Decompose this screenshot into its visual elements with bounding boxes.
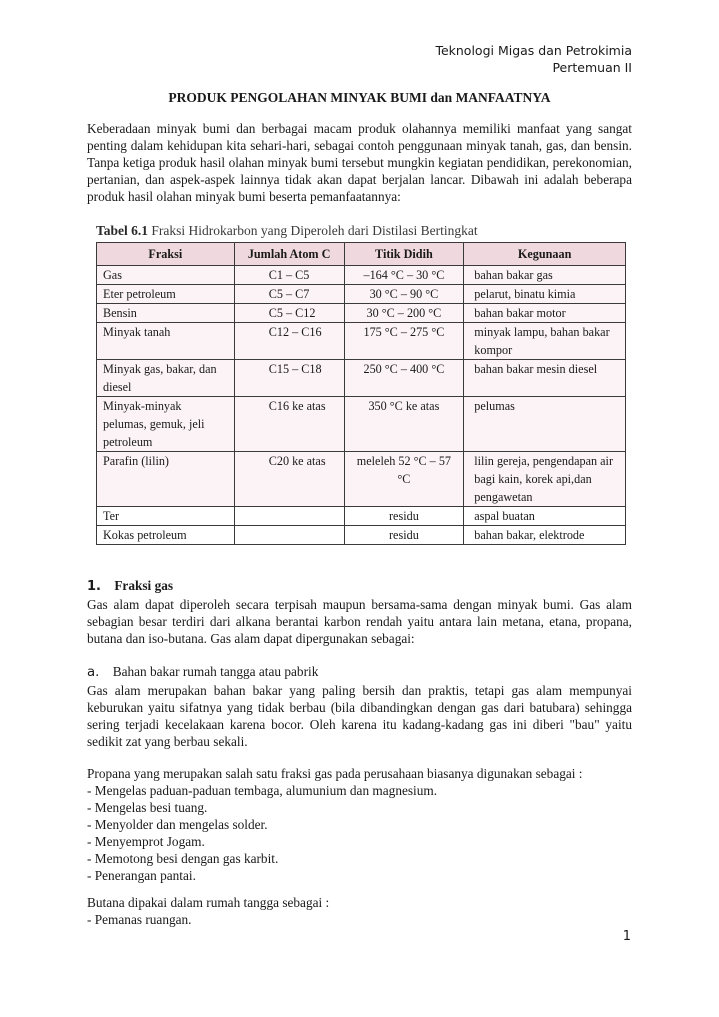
cell-didih: meleleh 52 °C – 57 °C bbox=[344, 452, 464, 507]
section-1-text: Gas alam dapat diperoleh secara terpisah maupun bersama-sama dengan minyak bumi. Gas alam sebagian besar terdiri dari alkana berantai karbon rendah yaitu antara lain metana, etana, propana, butana dan iso-butana. Gas alam dapat dipergunakan sebagai: bbox=[87, 597, 632, 646]
subsection-a-heading bbox=[87, 664, 318, 680]
propana-intro: Propana yang merupakan salah satu fraksi gas pada perusahaan biasanya digunakan sebagai : bbox=[87, 766, 583, 781]
table-row bbox=[97, 452, 626, 507]
cell-didih: –164 °C – 30 °C bbox=[344, 266, 464, 285]
subsection-a-letter: a. bbox=[87, 665, 100, 680]
cell-guna: pelumas bbox=[464, 397, 626, 452]
cell-didih: 30 °C – 200 °C bbox=[344, 304, 464, 323]
section-1-number: 1. bbox=[87, 579, 101, 594]
table-row bbox=[97, 526, 626, 545]
butana-intro: Butana dipakai dalam rumah tangga sebagai : bbox=[87, 895, 330, 910]
subsection-a-text: Gas alam merupakan bahan bakar yang paling bersih dan praktis, tetapi gas alam mempunyai keburukan yaitu sifatnya yang tidak berbau (bila dibandingkan dengan gas dari batubara) sehingga sering terjadi kecelakaan karena bocor. Oleh karena itu kadang-kadang gas ini diberi "bau" yaitu sedikit zat yang berbau sekali. bbox=[87, 683, 632, 749]
table-row bbox=[97, 397, 626, 452]
table-row bbox=[97, 266, 626, 285]
table-header-row bbox=[97, 243, 626, 266]
cell-didih: 30 °C – 90 °C bbox=[344, 285, 464, 304]
cell-fraksi: Gas bbox=[97, 266, 235, 285]
cell-fraksi: Minyak gas, bakar, dan diesel bbox=[97, 360, 235, 397]
cell-fraksi: Ter bbox=[97, 507, 235, 526]
cell-atom bbox=[234, 526, 344, 545]
list-item: - Mengelas paduan-paduan tembaga, alumunium dan magnesium. bbox=[87, 783, 438, 798]
subsection-a-title: Bahan bakar rumah tangga atau pabrik bbox=[112, 664, 319, 679]
cell-atom: C20 ke atas bbox=[234, 452, 344, 507]
table-row bbox=[97, 323, 626, 360]
list-item: - Memotong besi dengan gas karbit. bbox=[87, 851, 279, 866]
list-item: - Menyemprot Jogam. bbox=[87, 834, 205, 849]
table-caption-text: Fraksi Hidrokarbon yang Diperoleh dari Distilasi Bertingkat bbox=[151, 223, 478, 238]
cell-guna: pelarut, binatu kimia bbox=[464, 285, 626, 304]
cell-guna: bahan bakar, elektrode bbox=[464, 526, 626, 545]
cell-fraksi: Parafin (lilin) bbox=[97, 452, 235, 507]
list-item: - Pemanas ruangan. bbox=[87, 912, 192, 927]
cell-fraksi: Kokas petroleum bbox=[97, 526, 235, 545]
header-meeting: Pertemuan II bbox=[552, 60, 632, 75]
cell-didih: residu bbox=[344, 526, 464, 545]
cell-guna: bahan bakar mesin diesel bbox=[464, 360, 626, 397]
header-titik-didih: Titik Didih bbox=[344, 243, 464, 266]
table-caption-label: Tabel 6.1 bbox=[96, 223, 149, 238]
cell-atom: C5 – C12 bbox=[234, 304, 344, 323]
section-1-heading bbox=[87, 578, 173, 594]
cell-atom: C12 – C16 bbox=[234, 323, 344, 360]
intro-paragraph bbox=[87, 120, 632, 205]
cell-guna: bahan bakar motor bbox=[464, 304, 626, 323]
cell-didih: 250 °C – 400 °C bbox=[344, 360, 464, 397]
cell-atom: C1 – C5 bbox=[234, 266, 344, 285]
document-title: PRODUK PENGOLAHAN MINYAK BUMI dan MANFAATNYA bbox=[168, 90, 551, 105]
fraction-table-block bbox=[96, 220, 626, 545]
list-item: - Mengelas besi tuang. bbox=[87, 800, 208, 815]
section-1-paragraph bbox=[87, 596, 632, 647]
cell-guna: bahan bakar gas bbox=[464, 266, 626, 285]
intro-text: Keberadaan minyak bumi dan berbagai macam produk olahannya memiliki manfaat yang sangat penting dalam kehidupan kita sehari-hari, sebagai contoh penggunaan minyak tanah, gas, dan bensin. Tanpa ketiga produk hasil olahan minyak bumi tersebut mungkin kegiatan pendidikan, perekonomian, pertanian, dan aspek-aspek lainnya tidak akan dapat berjalan lancar. Dibawah ini adalah beberapa produk hasil olahan minyak bumi beserta pemanfaatannya: bbox=[87, 121, 632, 204]
cell-didih: residu bbox=[344, 507, 464, 526]
header-kegunaan: Kegunaan bbox=[464, 243, 626, 266]
table-row bbox=[97, 507, 626, 526]
table-caption bbox=[96, 220, 626, 242]
page-number: 1 bbox=[622, 929, 631, 944]
fraction-table bbox=[96, 242, 626, 545]
section-1-title: Fraksi gas bbox=[114, 578, 174, 593]
table-row bbox=[97, 360, 626, 397]
cell-fraksi: Minyak-minyak pelumas, gemuk, jeli petroleum bbox=[97, 397, 235, 452]
header-fraksi: Fraksi bbox=[97, 243, 235, 266]
header-jumlah-atom: Jumlah Atom C bbox=[234, 243, 344, 266]
list-item: - Penerangan pantai. bbox=[87, 868, 196, 883]
propana-block bbox=[87, 765, 583, 884]
list-item: - Menyolder dan mengelas solder. bbox=[87, 817, 268, 832]
page-header bbox=[435, 42, 632, 76]
cell-atom: C16 ke atas bbox=[234, 397, 344, 452]
cell-fraksi: Minyak tanah bbox=[97, 323, 235, 360]
cell-guna: aspal buatan bbox=[464, 507, 626, 526]
cell-atom bbox=[234, 507, 344, 526]
cell-fraksi: Bensin bbox=[97, 304, 235, 323]
cell-didih: 350 °C ke atas bbox=[344, 397, 464, 452]
cell-atom: C5 – C7 bbox=[234, 285, 344, 304]
subsection-a-paragraph bbox=[87, 682, 632, 750]
cell-atom: C15 – C18 bbox=[234, 360, 344, 397]
butana-block bbox=[87, 894, 329, 928]
cell-guna: minyak lampu, bahan bakar kompor bbox=[464, 323, 626, 360]
cell-fraksi: Eter petroleum bbox=[97, 285, 235, 304]
table-row bbox=[97, 285, 626, 304]
table-row bbox=[97, 304, 626, 323]
header-course: Teknologi Migas dan Petrokimia bbox=[435, 43, 632, 58]
cell-didih: 175 °C – 275 °C bbox=[344, 323, 464, 360]
cell-guna: lilin gereja, pengendapan air bagi kain, korek api,dan pengawetan bbox=[464, 452, 626, 507]
